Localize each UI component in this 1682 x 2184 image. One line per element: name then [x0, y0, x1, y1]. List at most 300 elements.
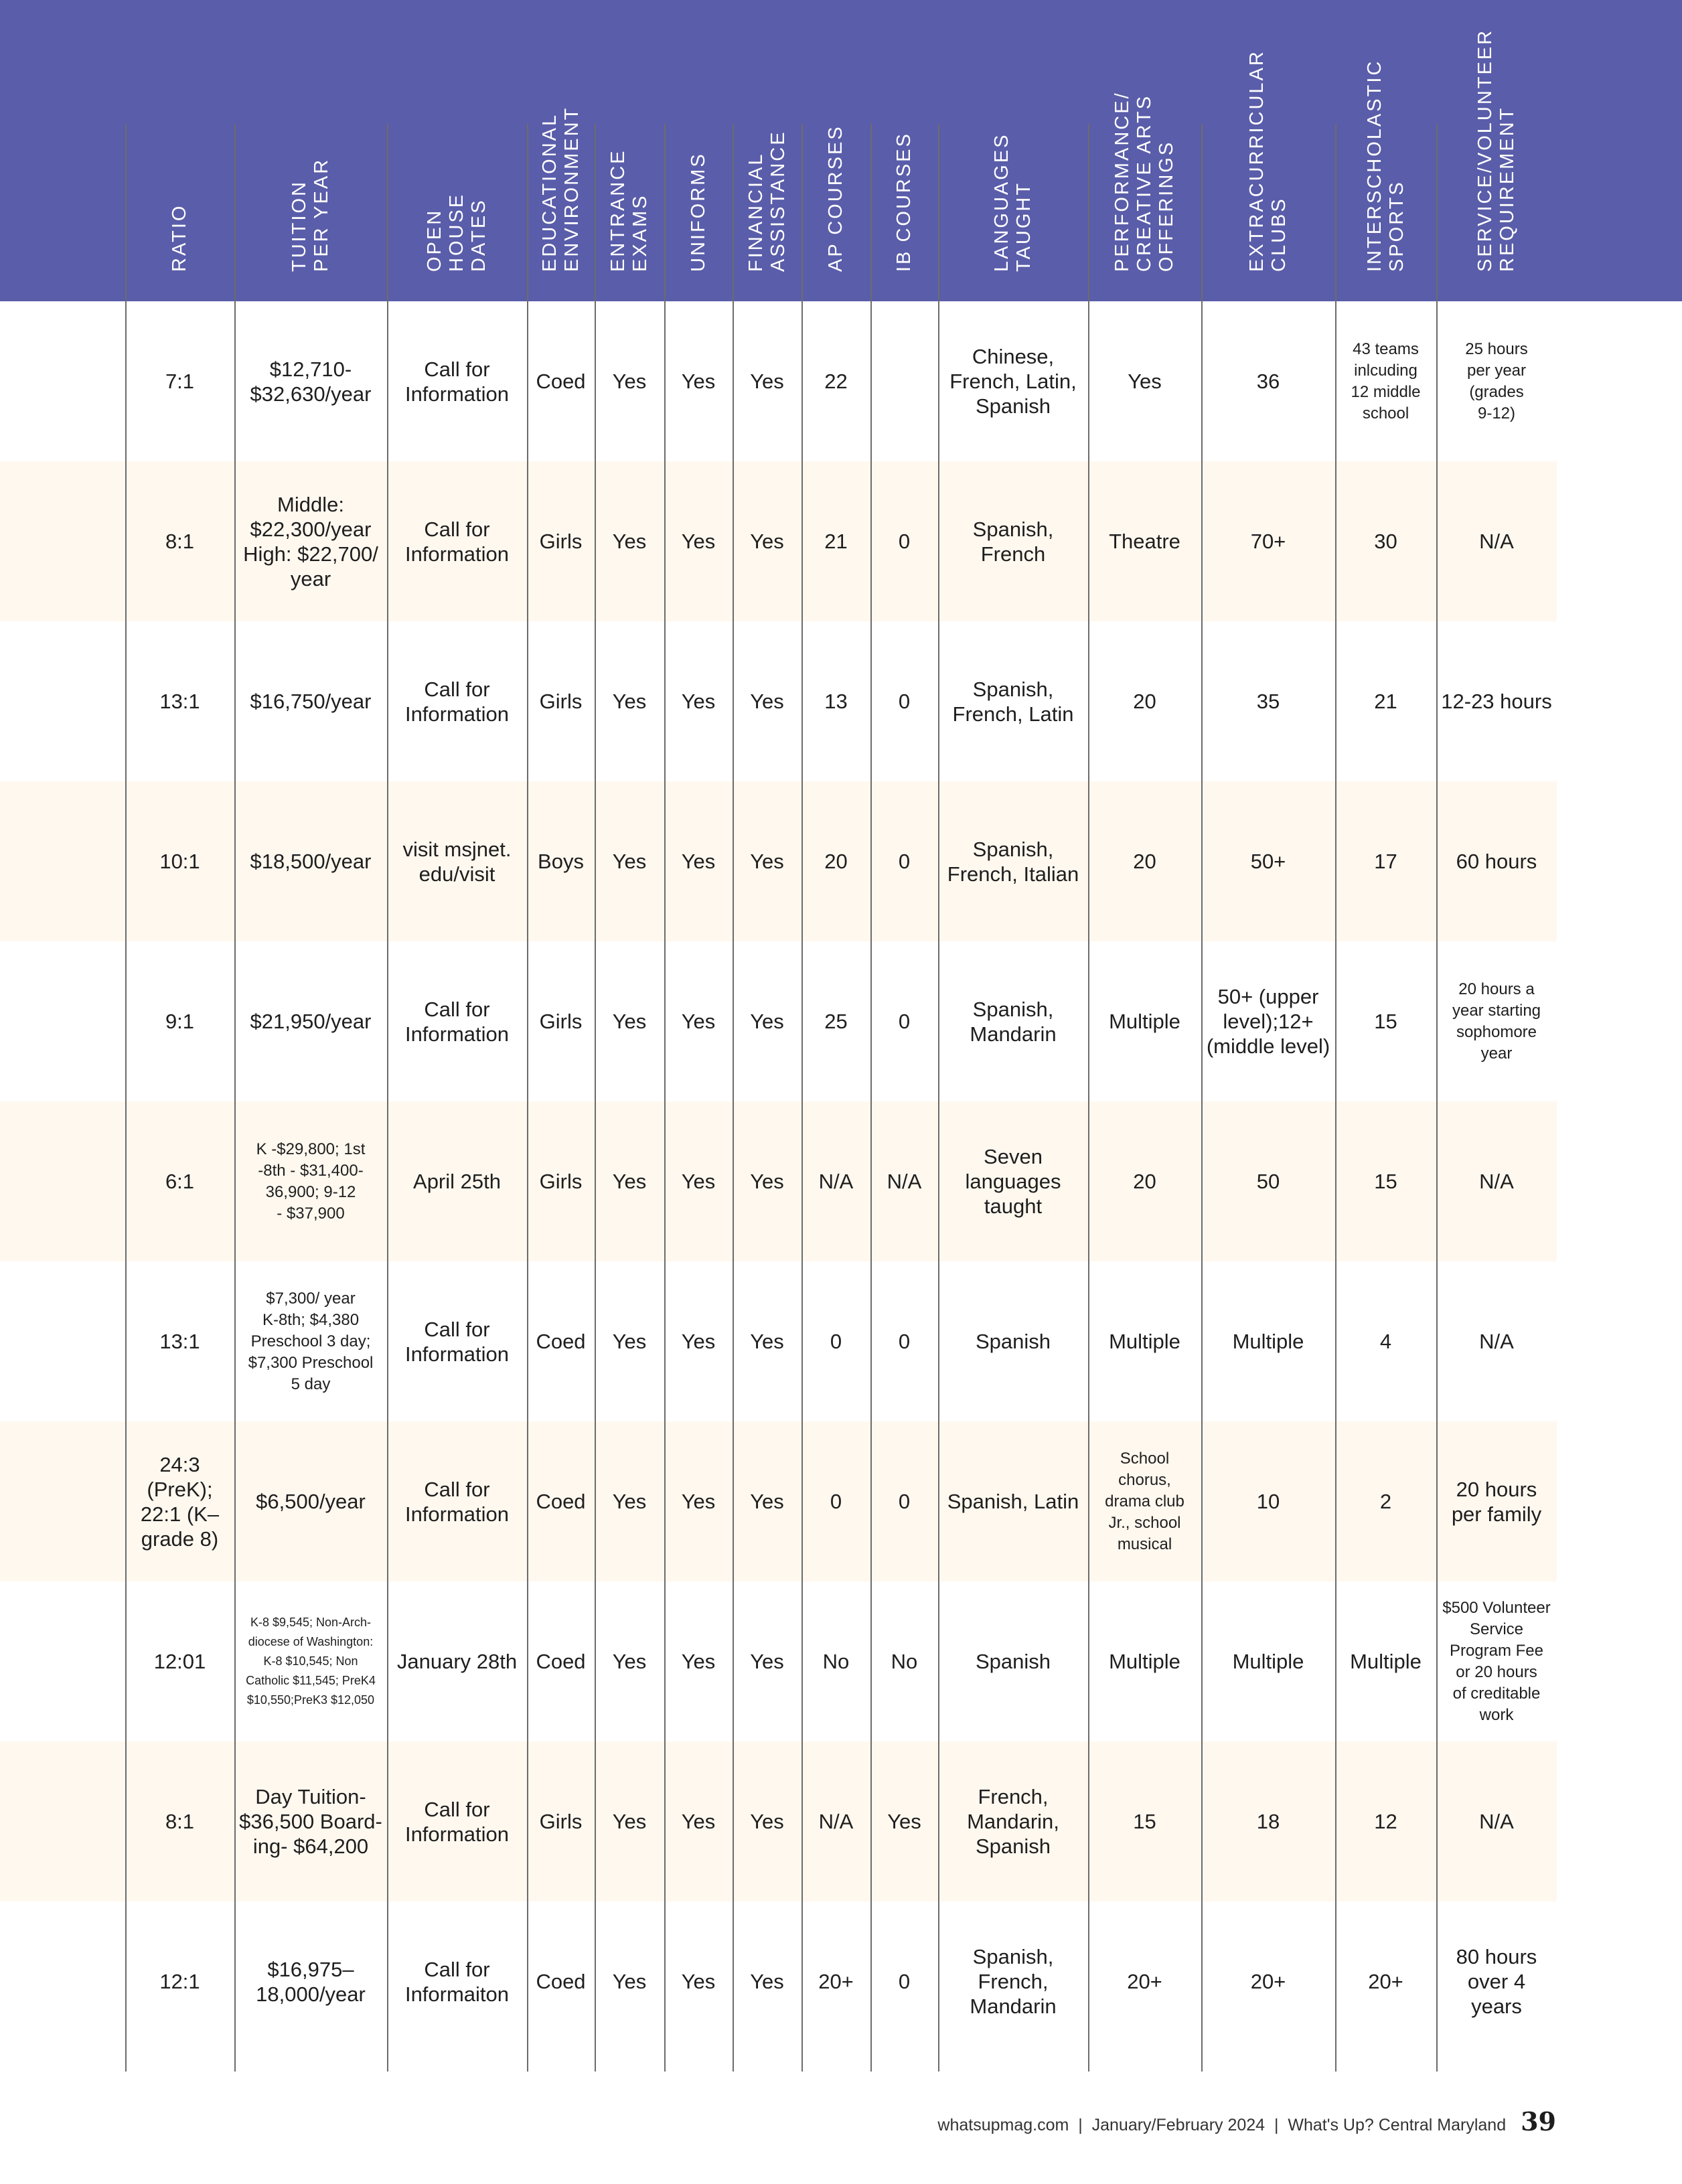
table-cell: [733, 1741, 801, 1901]
cell-text: Girls: [539, 1010, 583, 1033]
cell-text: 12-23 hours: [1441, 690, 1552, 713]
cell-text: Yes: [750, 690, 784, 713]
table-cell: [664, 1261, 733, 1421]
table-cell: [595, 461, 664, 621]
column-divider: [387, 124, 388, 2072]
table-cell: [234, 1581, 387, 1741]
table-cell: [1335, 1101, 1436, 1261]
table-cell: [733, 1901, 801, 2061]
table-cell: [234, 1741, 387, 1901]
table-header: [0, 0, 1682, 301]
cell-text: French, Mandarin, Spanish: [967, 1785, 1059, 1858]
table-cell: [125, 461, 234, 621]
table-cell: [870, 781, 938, 941]
table-row: [0, 941, 1557, 1101]
table-cell: [1088, 1101, 1201, 1261]
table-cell: [733, 1581, 801, 1741]
table-cell: [664, 1741, 733, 1901]
cell-text: Yes: [750, 1490, 784, 1513]
cell-text: Yes: [1128, 370, 1162, 393]
table-cell: [801, 1101, 870, 1261]
cell-text: 0: [898, 850, 911, 873]
cell-text: 0: [898, 1010, 911, 1033]
table-cell: [387, 621, 527, 781]
table-cell: [1088, 1581, 1201, 1741]
column-header-label: EDUCATIONAL ENVIRONMENT: [538, 106, 583, 272]
cell-text: 20: [1133, 850, 1156, 873]
table-cell: [527, 941, 595, 1101]
column-header-entrance-exams: [595, 0, 664, 301]
cell-text: 17: [1374, 850, 1397, 873]
cell-text: Yes: [612, 1970, 647, 1993]
table-cell: [801, 1421, 870, 1581]
cell-text: January 28th: [396, 1650, 518, 1673]
cell-text: Call for Informaiton: [404, 1957, 510, 2006]
table-cell: [387, 301, 527, 461]
cell-text: 43 teams inlcuding 12 middle school: [1351, 339, 1421, 422]
cell-text: Call for Information: [404, 677, 510, 726]
table-cell: [664, 1101, 733, 1261]
table-cell: [733, 301, 801, 461]
table-cell: [1436, 301, 1557, 461]
table-cell: [733, 621, 801, 781]
table-cell: [1335, 1581, 1436, 1741]
table-cell: [1436, 1581, 1557, 1741]
table-cell: [595, 1101, 664, 1261]
table-cell: [595, 1741, 664, 1901]
table-cell: [595, 621, 664, 781]
table-cell: [234, 1261, 387, 1421]
table-cell: [234, 301, 387, 461]
cell-text: Yes: [612, 1490, 647, 1513]
table-cell: [1088, 1741, 1201, 1901]
cell-text: 80 hours over 4 years: [1456, 1945, 1537, 2018]
cell-text: Yes: [681, 1170, 716, 1193]
cell-text: Spanish, Mandarin: [970, 997, 1057, 1046]
cell-text: Yes: [681, 530, 716, 553]
cell-text: Yes: [750, 370, 784, 393]
cell-text: 0: [898, 530, 911, 553]
cell-text: Yes: [681, 850, 716, 873]
table-cell: [234, 461, 387, 621]
table-cell: [1335, 941, 1436, 1101]
cell-text: Yes: [750, 1650, 784, 1673]
cell-text: No: [822, 1650, 850, 1673]
cell-text: Call for Information: [404, 1317, 510, 1366]
cell-text: Spanish, Latin: [947, 1490, 1079, 1513]
column-header-label: UNIFORMS: [687, 152, 709, 272]
cell-text: Middle: $22,300/year High: $22,700/ year: [243, 492, 378, 591]
cell-text: 15: [1374, 1170, 1397, 1193]
table-cell: [1436, 1741, 1557, 1901]
table-cell: [125, 1741, 234, 1901]
cell-text: 9:1: [165, 1010, 195, 1033]
cell-text: Multiple: [1109, 1330, 1180, 1353]
cell-text: K-8 $9,545; Non-Arch- diocese of Washington: K-8 $10,545; Non Catholic $11,545; PreK4 $10,550;PreK3 $12,050: [246, 1616, 376, 1707]
table-cell: [527, 1421, 595, 1581]
cell-text: 12:1: [159, 1970, 200, 1993]
table-cell: [595, 301, 664, 461]
table-cell: [664, 621, 733, 781]
cell-text: Yes: [681, 1490, 716, 1513]
table-cell: [125, 301, 234, 461]
cell-text: 20+: [818, 1970, 854, 1993]
table-row: [0, 781, 1557, 941]
table-cell: [1201, 461, 1335, 621]
table-cell: [938, 1581, 1088, 1741]
cell-text: Yes: [887, 1810, 921, 1833]
table-cell: [387, 781, 527, 941]
table-cell: [733, 1101, 801, 1261]
cell-text: Yes: [612, 1010, 647, 1033]
cell-text: 21: [1374, 690, 1397, 713]
table-row: [0, 1101, 1557, 1261]
cell-text: 0: [898, 1970, 911, 1993]
table-cell: [1088, 1421, 1201, 1581]
cell-text: Spanish, French: [972, 517, 1054, 566]
cell-text: 10: [1256, 1490, 1280, 1513]
column-divider: [125, 124, 127, 2072]
table-cell: [527, 1901, 595, 2061]
table-cell: [1201, 1101, 1335, 1261]
cell-text: $6,500/year: [256, 1490, 366, 1513]
footer-text: whatsupmag.com | January/February 2024 | What's Up? Central Maryland: [937, 2116, 1507, 2134]
table-cell: [1201, 1581, 1335, 1741]
table-cell: [664, 1581, 733, 1741]
table-cell: [1436, 1421, 1557, 1581]
table-cell: [1201, 301, 1335, 461]
table-row: [0, 461, 1557, 621]
cell-text: Girls: [539, 530, 583, 553]
table-cell: [1088, 301, 1201, 461]
table-cell: [938, 1261, 1088, 1421]
cell-text: Girls: [539, 690, 583, 713]
cell-text: 15: [1133, 1810, 1156, 1833]
column-header-label: SERVICE/VOLUNTEER REQUIREMENT: [1474, 28, 1518, 272]
column-divider: [1088, 124, 1089, 2072]
cell-text: N/A: [887, 1170, 922, 1193]
cell-text: 0: [830, 1490, 842, 1513]
cell-text: 20: [1133, 1170, 1156, 1193]
cell-text: Yes: [612, 1330, 647, 1353]
table-cell: [1088, 621, 1201, 781]
table-cell: [595, 781, 664, 941]
cell-text: Yes: [612, 690, 647, 713]
column-divider: [1436, 124, 1438, 2072]
table-cell: [527, 1261, 595, 1421]
table-cell: [527, 1581, 595, 1741]
table-cell: [938, 461, 1088, 621]
page-number: 39: [1521, 2106, 1556, 2136]
cell-text: 7:1: [165, 370, 195, 393]
table-cell: [125, 621, 234, 781]
table-cell: [125, 1581, 234, 1741]
cell-text: 25: [824, 1010, 848, 1033]
column-divider: [664, 124, 666, 2072]
cell-text: April 25th: [413, 1170, 501, 1193]
cell-text: Spanish, French, Latin: [952, 677, 1074, 726]
table-cell: [1335, 621, 1436, 781]
column-header-label: LANGUAGES TAUGHT: [991, 133, 1035, 272]
cell-text: 50+ (upper level);12+ (middle level): [1206, 985, 1330, 1058]
cell-text: 50+: [1250, 850, 1286, 873]
table-cell: [387, 1101, 527, 1261]
cell-text: Yes: [750, 1970, 784, 1993]
table-cell: [595, 1581, 664, 1741]
table-cell: [1436, 1901, 1557, 2061]
table-cell: [664, 461, 733, 621]
cell-text: N/A: [1479, 1810, 1514, 1833]
table-cell: [1088, 1901, 1201, 2061]
cell-text: Spanish: [975, 1330, 1051, 1353]
table-cell: [1436, 1261, 1557, 1421]
table-row: [0, 1261, 1557, 1421]
cell-text: Yes: [612, 370, 647, 393]
cell-text: Call for Information: [404, 997, 510, 1046]
table-cell: [1436, 621, 1557, 781]
cell-text: 12: [1374, 1810, 1397, 1833]
cell-text: 20 hours a year starting sophomore year: [1452, 980, 1541, 1063]
table-row: [0, 1741, 1557, 1901]
cell-text: Coed: [536, 1490, 586, 1513]
table-cell: [733, 781, 801, 941]
table-cell: [870, 1581, 938, 1741]
column-header-educational-environment: [527, 0, 595, 301]
cell-text: 12:01: [153, 1650, 206, 1673]
column-header-extracurricular-clubs: [1201, 0, 1335, 301]
column-header-label: TUITION PER YEAR: [289, 157, 332, 272]
cell-text: Spanish, French, Italian: [947, 837, 1079, 886]
table-cell: [387, 461, 527, 621]
table-cell: [870, 1901, 938, 2061]
table-cell: [938, 301, 1088, 461]
table-cell: [1088, 461, 1201, 621]
table-cell: [801, 621, 870, 781]
column-header-languages-taught: [938, 0, 1088, 301]
cell-text: Coed: [536, 1330, 586, 1353]
table-cell: [938, 1421, 1088, 1581]
cell-text: Yes: [681, 1650, 716, 1673]
table-cell: [1201, 1901, 1335, 2061]
cell-text: Yes: [612, 850, 647, 873]
cell-text: Coed: [536, 1650, 586, 1673]
table-cell: [527, 781, 595, 941]
column-header-label: PERFORMANCE/ CREATIVE ARTS OFFERINGS: [1112, 91, 1177, 272]
table-cell: [1436, 1101, 1557, 1261]
cell-text: $12,710- $32,630/year: [250, 357, 372, 406]
table-cell: [733, 1261, 801, 1421]
table-cell: [801, 1261, 870, 1421]
cell-text: Yes: [750, 1170, 784, 1193]
table-cell: [125, 1101, 234, 1261]
table-cell: [387, 1741, 527, 1901]
column-divider: [1335, 124, 1336, 2072]
cell-text: N/A: [818, 1170, 854, 1193]
cell-text: Yes: [612, 1170, 647, 1193]
cell-text: 8:1: [165, 530, 195, 553]
table-cell: [1335, 1901, 1436, 2061]
cell-text: Girls: [539, 1810, 583, 1833]
table-cell: [1088, 1261, 1201, 1421]
table-cell: [1201, 781, 1335, 941]
cell-text: 2: [1379, 1490, 1392, 1513]
cell-text: Multiple: [1109, 1010, 1180, 1033]
cell-text: Multiple: [1232, 1650, 1304, 1673]
table-cell: [125, 941, 234, 1101]
column-divider: [801, 124, 803, 2072]
column-header-uniforms: [664, 0, 733, 301]
table-cell: [387, 1901, 527, 2061]
table-cell: [1201, 1261, 1335, 1421]
cell-text: 0: [830, 1330, 842, 1353]
cell-text: Coed: [536, 370, 586, 393]
table-cell: [870, 941, 938, 1101]
cell-text: Yes: [681, 1330, 716, 1353]
cell-text: 50: [1256, 1170, 1280, 1193]
table-cell: [125, 1421, 234, 1581]
table-cell: [870, 1741, 938, 1901]
cell-text: Call for Information: [404, 1797, 510, 1846]
column-header-open-house-dates: [387, 0, 527, 301]
table-cell: [1201, 941, 1335, 1101]
cell-text: Theatre: [1109, 530, 1180, 553]
table-cell: [801, 1901, 870, 2061]
cell-text: 6:1: [165, 1170, 195, 1193]
table-cell: [801, 461, 870, 621]
cell-text: Yes: [612, 530, 647, 553]
cell-text: 60 hours: [1456, 850, 1537, 873]
cell-text: Yes: [750, 530, 784, 553]
table-cell: [664, 941, 733, 1101]
table-cell: [870, 301, 938, 461]
cell-text: Yes: [750, 850, 784, 873]
column-divider: [527, 124, 528, 2072]
cell-text: Yes: [750, 1010, 784, 1033]
table-cell: [1088, 941, 1201, 1101]
table-cell: [234, 781, 387, 941]
table-cell: [733, 941, 801, 1101]
table-row: [0, 1581, 1557, 1741]
cell-text: 35: [1256, 690, 1280, 713]
table-cell: [1335, 781, 1436, 941]
table-cell: [938, 941, 1088, 1101]
cell-text: Multiple: [1350, 1650, 1422, 1673]
table-cell: [733, 1421, 801, 1581]
cell-text: 22: [824, 370, 848, 393]
table-cell: [387, 1261, 527, 1421]
cell-text: Call for Information: [404, 1477, 510, 1526]
column-header-ratio: [125, 0, 234, 301]
table-cell: [938, 621, 1088, 781]
column-header-label: EXTRACURRICULAR CLUBS: [1246, 50, 1290, 272]
cell-text: 8:1: [165, 1810, 195, 1833]
cell-text: Yes: [750, 1810, 784, 1833]
column-header-interscholastic-sports: [1335, 0, 1436, 301]
column-header-ap-courses: [801, 0, 870, 301]
cell-text: 30: [1374, 530, 1397, 553]
table-cell: [234, 1901, 387, 2061]
cell-text: K -$29,800; 1st -8th - $31,400- 36,900; 9-12 - $37,900: [256, 1140, 366, 1223]
cell-text: Yes: [681, 1970, 716, 1993]
table-cell: [387, 941, 527, 1101]
table-cell: [870, 1101, 938, 1261]
column-header-label: IB COURSES: [893, 132, 915, 272]
table-cell: [527, 1741, 595, 1901]
table-cell: [870, 621, 938, 781]
table-cell: [801, 1741, 870, 1901]
column-header-service-volunteer-requirement: [1436, 0, 1557, 301]
table-cell: [595, 1901, 664, 2061]
table-cell: [387, 1421, 527, 1581]
cell-text: 25 hours per year (grades 9-12): [1465, 339, 1528, 422]
cell-text: Girls: [539, 1170, 583, 1193]
table-cell: [1436, 461, 1557, 621]
table-cell: [527, 1101, 595, 1261]
table-cell: [125, 1901, 234, 2061]
cell-text: visit msjnet. edu/visit: [402, 837, 512, 886]
cell-text: N/A: [818, 1810, 854, 1833]
cell-text: N/A: [1479, 1330, 1514, 1353]
table-cell: [938, 1101, 1088, 1261]
cell-text: Yes: [681, 1810, 716, 1833]
table-cell: [595, 941, 664, 1101]
column-header-label: FINANCIAL ASSISTANCE: [745, 130, 789, 272]
cell-text: 70+: [1250, 530, 1286, 553]
cell-text: School chorus, drama club Jr., school musical: [1105, 1449, 1184, 1553]
table-cell: [1088, 781, 1201, 941]
table-cell: [801, 941, 870, 1101]
column-divider: [938, 124, 939, 2072]
cell-text: 20+: [1368, 1970, 1403, 1993]
cell-text: $16,750/year: [250, 690, 372, 713]
table-cell: [527, 621, 595, 781]
table-cell: [938, 781, 1088, 941]
cell-text: Coed: [536, 1970, 586, 1993]
column-header-performance-creative-arts-offerings: [1088, 0, 1201, 301]
table-cell: [1335, 1421, 1436, 1581]
cell-text: 0: [898, 1330, 911, 1353]
table-cell: [664, 1421, 733, 1581]
table-cell: [234, 1421, 387, 1581]
cell-text: $21,950/year: [250, 1010, 372, 1033]
table-cell: [1201, 1741, 1335, 1901]
page-footer: [937, 2106, 1556, 2136]
cell-text: 21: [824, 530, 848, 553]
cell-text: Yes: [612, 1650, 647, 1673]
column-header-label: AP COURSES: [825, 125, 846, 272]
cell-text: Yes: [750, 1330, 784, 1353]
cell-text: 18: [1256, 1810, 1280, 1833]
table-row: [0, 1421, 1557, 1581]
cell-text: Yes: [612, 1810, 647, 1833]
cell-text: 0: [898, 690, 911, 713]
table-row: [0, 301, 1557, 461]
cell-text: 20: [824, 850, 848, 873]
table-cell: [938, 1741, 1088, 1901]
table-cell: [870, 461, 938, 621]
table-cell: [664, 781, 733, 941]
table-cell: [870, 1261, 938, 1421]
cell-text: Multiple: [1232, 1330, 1304, 1353]
cell-text: 13:1: [159, 1330, 200, 1353]
table-cell: [234, 941, 387, 1101]
column-header-financial-assistance: [733, 0, 801, 301]
column-divider: [595, 124, 596, 2072]
cell-text: Yes: [681, 370, 716, 393]
table-cell: [234, 1101, 387, 1261]
table-cell: [527, 461, 595, 621]
table-cell: [595, 1261, 664, 1421]
